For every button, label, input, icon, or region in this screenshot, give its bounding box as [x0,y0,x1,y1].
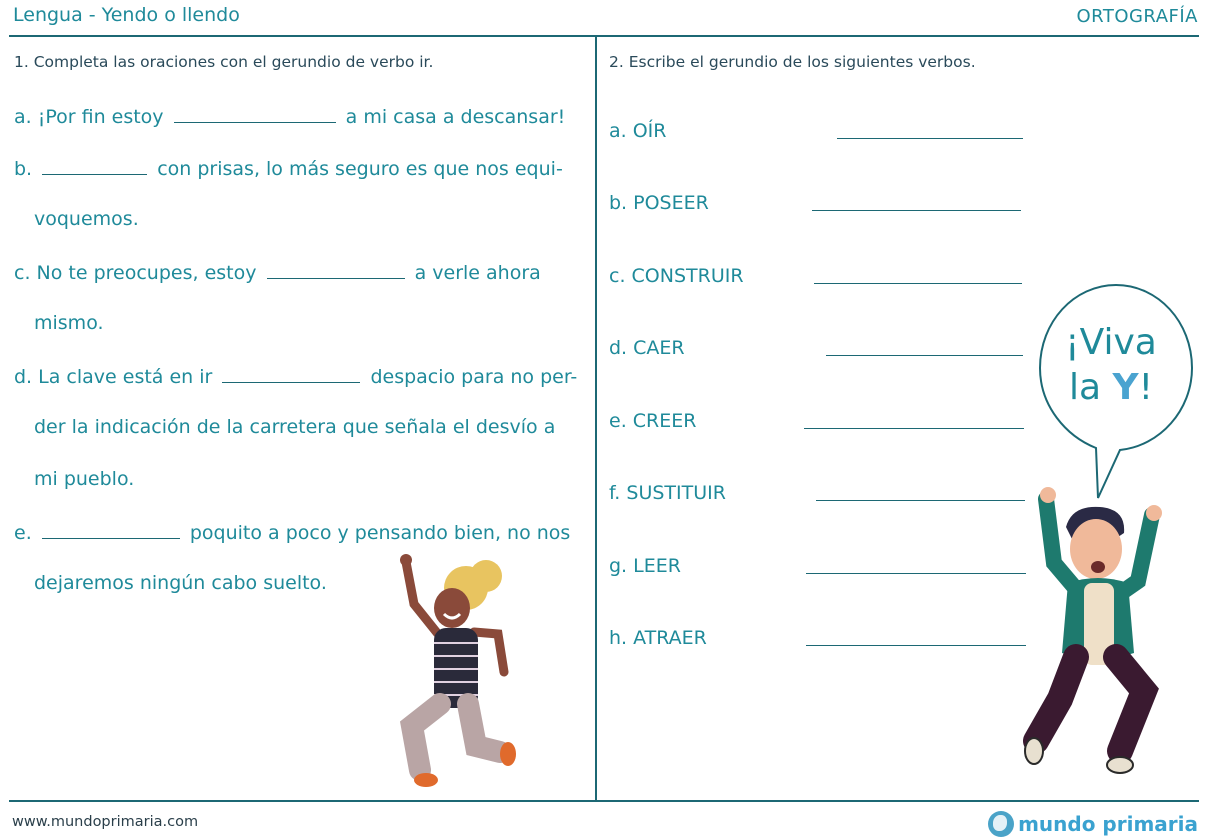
jumping-boy-illustration [1020,485,1175,780]
verb-item: g. LEER [609,555,681,577]
exercise2-instruction: 2. Escribe el gerundio de los siguientes verbos. [609,53,976,71]
sentence-b: b. con prisas, lo más seguro es que nos equi- [14,158,563,180]
exercise1-instruction: 1. Completa las oraciones con el gerundio de verbo ir. [14,53,434,71]
verb-item: c. CONSTRUIR [609,265,744,287]
answer-line[interactable] [814,283,1022,284]
verb-item: h. ATRAER [609,627,707,649]
answer-blank[interactable] [42,156,147,175]
footer-divider [9,800,1199,802]
verb-item: e. CREER [609,410,697,432]
sentence-d-continued-2: mi pueblo. [34,468,135,490]
verb-item: f. SUSTITUIR [609,482,726,504]
answer-line[interactable] [826,355,1023,356]
sentence-a: a. ¡Por fin estoy a mi casa a descansar! [14,106,566,128]
answer-line[interactable] [816,500,1025,501]
jumping-girl-illustration [392,548,522,796]
worksheet-title: Lengua - Yendo o llendo [13,4,240,26]
answer-blank[interactable] [42,520,180,539]
answer-line[interactable] [806,645,1026,646]
sentence-e-continued: dejaremos ningún cabo suelto. [34,572,327,594]
verb-item: b. POSEER [609,192,709,214]
answer-line[interactable] [806,573,1026,574]
sentence-c-continued: mismo. [34,312,104,334]
brand-logo [988,810,1198,838]
answer-blank[interactable] [222,364,360,383]
subject-label: ORTOGRAFÍA [1076,6,1198,27]
answer-line[interactable] [837,138,1023,139]
sentence-e: e. poquito a poco y pensando bien, no nos [14,522,571,544]
website-url: www.mundoprimaria.com [12,814,199,830]
column-divider [595,37,597,800]
sentence-d-continued: der la indicación de la carretera que señala el desvío a [34,416,556,438]
speech-bubble-text: ¡Viva la Y! [1065,322,1157,408]
answer-line[interactable] [804,428,1024,429]
brand-name: mundo primaria [1018,812,1198,836]
header-divider [9,35,1199,37]
verb-item: a. OÍR [609,120,667,142]
answer-blank[interactable] [174,104,336,123]
sentence-b-continued: voquemos. [34,208,139,230]
verb-item: d. CAER [609,337,685,359]
answer-line[interactable] [812,210,1021,211]
answer-blank[interactable] [267,260,405,279]
globe-icon [988,811,1014,837]
sentence-d: d. La clave está en ir despacio para no per- [14,366,578,388]
sentence-c: c. No te preocupes, estoy a verle ahora [14,262,541,284]
